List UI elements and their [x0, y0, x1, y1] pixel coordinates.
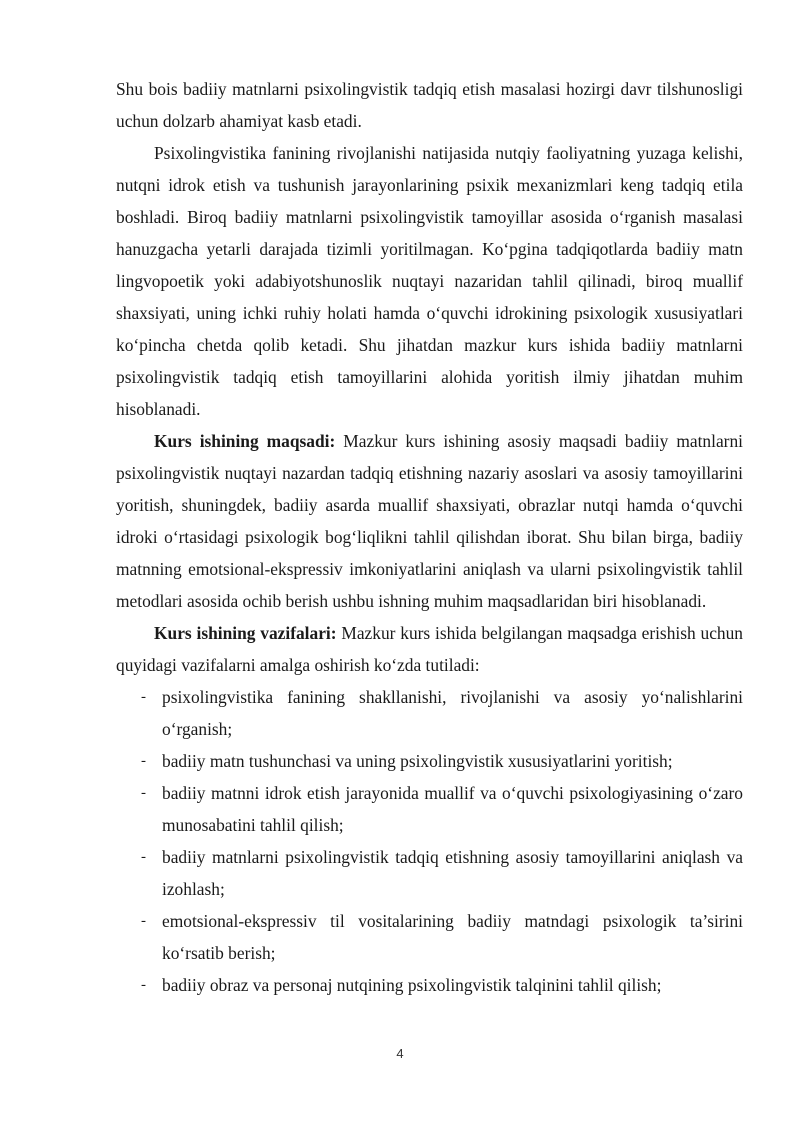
- tasks-list: [116, 681, 743, 1001]
- list-item: - badiiy matnni idrok etish jarayonida muallif va o‘quvchi psixologiyasining o‘zaro munosabatini tahlil qilish;: [116, 777, 743, 841]
- list-item: - badiiy matn tushunchasi va uning psixolingvistik xususiyatlarini yoritish;: [116, 745, 743, 777]
- list-item: - emotsional-ekspressiv til vositalarining badiiy matndagi psixologik ta’sirini ko‘rsatib berish;: [116, 905, 743, 969]
- list-item: - badiiy matnlarni psixolingvistik tadqiq etishning asosiy tamoyillarini aniqlash va izohlash;: [116, 841, 743, 905]
- goal-text: Mazkur kurs ishining asosiy maqsadi badiiy matnlarni psixolingvistik nuqtayi nazardan tadqiq etishning nazariy asoslari va asosiy tamoyillarini yoritish, shuningdek, badiiy asarda muallif shaxsiyati, obrazlar nutqi hamda o‘quvchi idroki o‘rtasidagi psixologik bog‘liqlikni tahlil qilishdan iborat. Shu bilan birga, badiiy matnning emotsional-ekspressiv imkoniyatlarini aniqlash va ularni psixolingvistik tahlil metodlari asosida ochib berish ushbu ishning muhim maqsadlaridan biri hisoblanadi.: [116, 431, 743, 611]
- dash-bullet: -: [141, 913, 146, 929]
- paragraph-tasks: [116, 617, 743, 681]
- page-number: 4: [396, 1046, 404, 1061]
- dash-bullet: -: [141, 753, 146, 769]
- dash-bullet: -: [141, 689, 146, 705]
- list-item: - badiiy obraz va personaj nutqining psixolingvistik talqinini tahlil qilish;: [116, 969, 743, 1001]
- tasks-heading: Kurs ishining vazifalari:: [154, 623, 337, 643]
- paragraph-relevance: Psixolingvistika fanining rivojlanishi natijasida nutqiy faoliyatning yuzaga kelishi, nutqni idrok etish va tushunish jarayonlarining psixik mexanizmlari keng tadqiq etila boshladi. Biroq badiiy matnlarni psixolingvistik tamoyillar asosida o‘rganish masalasi hanuzgacha yetarli darajada tizimli yoritilmagan. Ko‘pgina tadqiqotlarda badiiy matn lingvopoetik yoki adabiyotshunoslik nuqtayi nazaridan tahlil qilinadi, biroq muallif shaxsiyati, uning ichki ruhiy holati hamda o‘quvchi idrokining psixologik xususiyatlari ko‘pincha chetda qolib ketadi. Shu jihatdan mazkur kurs ishida badiiy matnlarni psixolingvistik tadqiq etish tamoyillarini alohida yoritish ilmiy jihatdan muhim hisoblanadi.: [116, 143, 743, 419]
- list-item: - psixolingvistika fanining shakllanishi, rivojlanishi va asosiy yo‘nalishlarini o‘rganish;: [116, 681, 743, 745]
- dash-bullet: -: [141, 785, 146, 801]
- tasks-text: Mazkur kurs ishida belgilangan maqsadga erishish uchun quyidagi vazifalarni amalga oshirish ko‘zda tutiladi:: [116, 623, 743, 675]
- paragraph-intro-end: Shu bois badiiy matnlarni psixolingvistik tadqiq etish masalasi hozirgi davr tilshunosligi uchun dolzarb ahamiyat kasb etadi.: [116, 79, 743, 131]
- paragraph-goal: [116, 425, 743, 617]
- dash-bullet: -: [141, 849, 146, 865]
- goal-heading: Kurs ishining maqsadi:: [154, 431, 336, 451]
- document-page: [116, 73, 743, 1001]
- dash-bullet: -: [141, 977, 146, 993]
